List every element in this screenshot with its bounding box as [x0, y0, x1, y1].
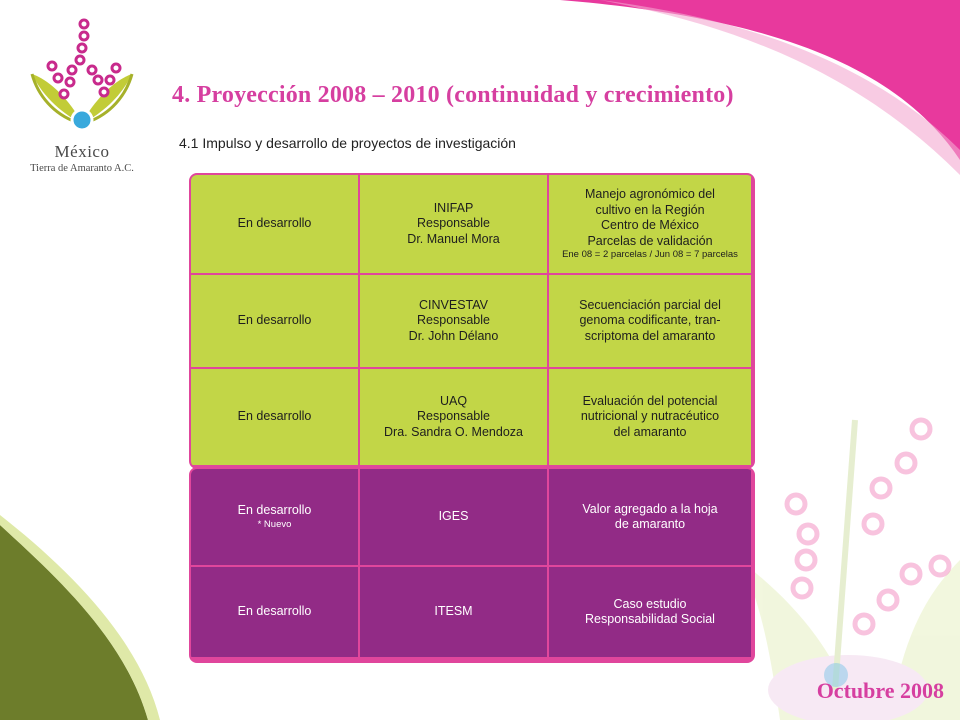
responsible-label: Responsable [417, 409, 490, 424]
project-line: nutricional y nutracéutico [580, 409, 720, 424]
projects-table-ongoing [189, 173, 755, 469]
status-text: En desarrollo [237, 604, 312, 619]
project-line: cultivo en la Región [595, 202, 705, 217]
project-line: scriptoma del amaranto [584, 328, 716, 343]
institution-cell [360, 567, 547, 657]
logo-name: México [54, 142, 110, 161]
project-line: Evaluación del potencial [582, 393, 718, 408]
project-line: genoma codificante, tran- [579, 313, 721, 328]
project-line: Manejo agronómico del [585, 187, 715, 201]
organization-logo [14, 14, 150, 174]
project-line: Responsabilidad Social [585, 612, 715, 626]
project-line: Secuenciación parcial del [579, 297, 721, 312]
institution-cell [360, 369, 547, 465]
responsible-person: Dra. Sandra O. Mendoza [384, 424, 523, 439]
project-line: del amaranto [613, 424, 687, 439]
responsible-label: Responsable [417, 216, 490, 231]
project-cell [549, 469, 751, 565]
status-cell [191, 369, 358, 465]
institution-cell [360, 469, 547, 565]
institution-name: CINVESTAV [419, 297, 488, 312]
responsible-person: Dr. Manuel Mora [407, 231, 500, 246]
project-line: Caso estudio [613, 596, 687, 611]
institution-cell [360, 275, 547, 367]
institution-name: UAQ [439, 393, 468, 408]
status-text: En desarrollo [237, 503, 312, 518]
section-subtitle: 4.1 Impulso y desarrollo de proyectos de investigación [179, 135, 516, 151]
project-line: de amaranto [614, 517, 686, 531]
status-note: * Nuevo [257, 518, 292, 530]
slide-title: 4. Proyección 2008 – 2010 (continuidad y crecimiento) [172, 82, 734, 108]
institution-cell [360, 175, 547, 273]
responsible-person: Dr. John Délano [408, 328, 499, 343]
status-cell [191, 275, 358, 367]
project-note: Ene 08 = 2 parcelas / Jun 08 = 7 parcelas [562, 249, 738, 260]
amaranth-flower-icon [14, 14, 150, 144]
project-line: Valor agregado a la hoja [582, 501, 718, 516]
slide-date: Octubre 2008 [816, 678, 944, 703]
status-text: En desarrollo [237, 216, 312, 231]
status-cell [191, 469, 358, 565]
project-cell [549, 275, 751, 367]
project-cell [549, 369, 751, 465]
project-line: Parcelas de validación [587, 233, 713, 248]
project-line: Centro de México [601, 218, 699, 232]
institution-name: INIFAP [433, 200, 474, 215]
status-text: En desarrollo [237, 313, 312, 328]
institution-name: IGES [438, 509, 469, 524]
status-cell [191, 567, 358, 657]
institution-name: ITESM [434, 604, 473, 619]
project-cell [549, 175, 751, 273]
status-cell [191, 175, 358, 273]
project-cell [549, 567, 751, 657]
responsible-label: Responsable [417, 313, 490, 328]
projects-table-new [189, 467, 755, 663]
logo-subtitle: Tierra de Amaranto A.C. [30, 163, 134, 174]
status-text: En desarrollo [237, 409, 312, 424]
